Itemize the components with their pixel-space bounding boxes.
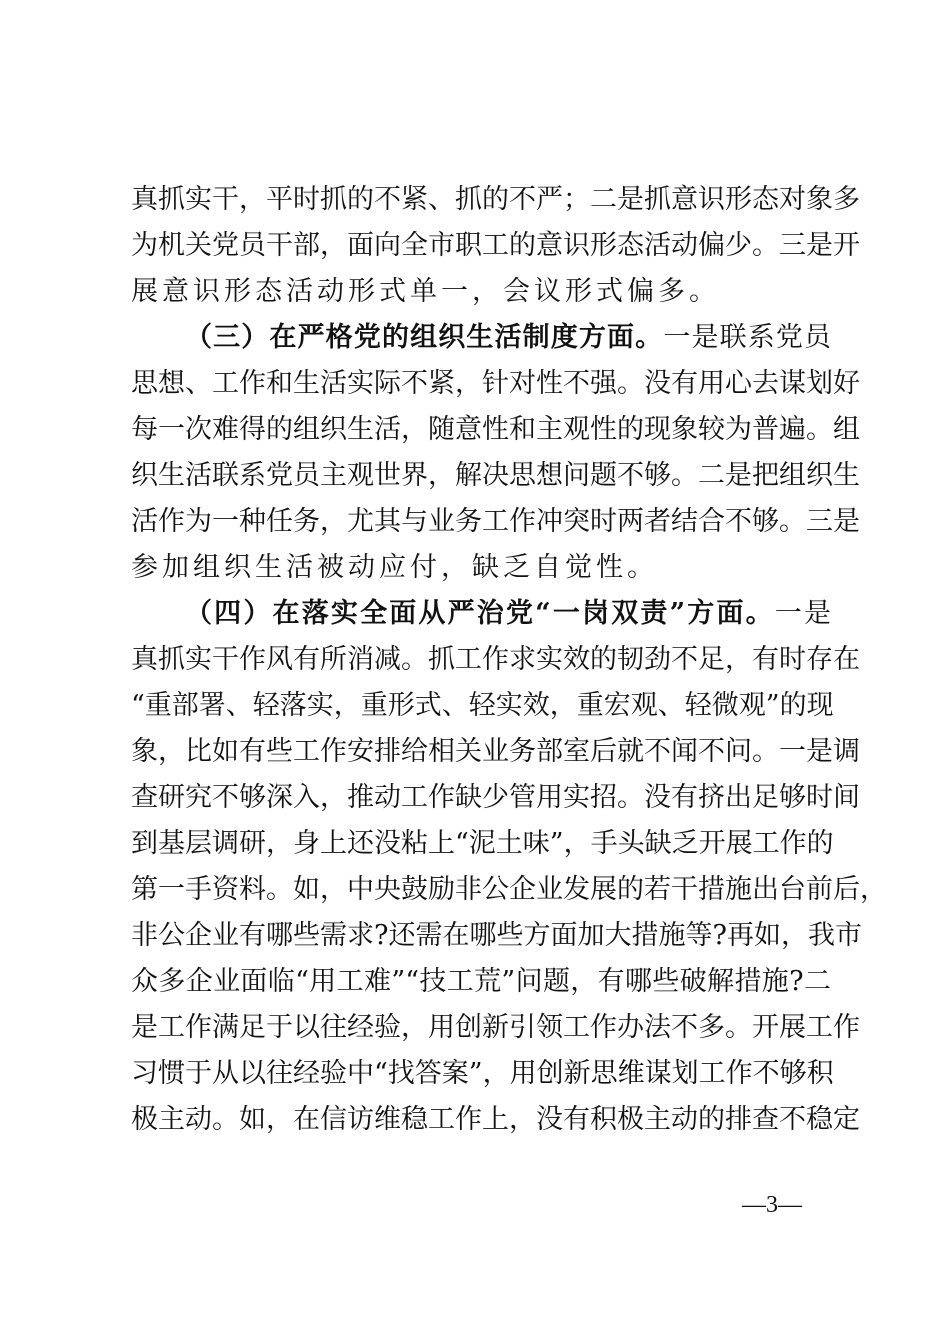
- body-text-line: 非公企业有哪些需求?还需在哪些方面加大措施等?再如，我市: [131, 920, 862, 951]
- section-3-first-line: [185, 318, 831, 358]
- section-4-first-line: [185, 594, 831, 634]
- section-4-heading: （四）在落实全面从严治党“一岗双责”方面。: [185, 598, 775, 629]
- body-text-line: 展意识形态活动形式单一，会议形式偏多。: [131, 276, 720, 307]
- body-text-line: 织生活联系党员主观世界，解决思想问题不够。二是把组织生: [131, 460, 860, 491]
- body-text-line: “重部署、轻落实，重形式、轻实效，重宏观、轻微观”的现: [131, 690, 834, 721]
- body-text-line: 极主动。如，在信访维稳工作上，没有积极主动的排查不稳定: [131, 1104, 860, 1135]
- body-text-line: 习惯于从以往经验中“找答案”，用创新思维谋划工作不够积: [131, 1058, 834, 1089]
- body-text-line: 真抓实干作风有所消减。抓工作求实效的韧劲不足，有时存在: [131, 644, 860, 675]
- section-3-heading: （三）在严格党的组织生活制度方面。: [185, 322, 664, 353]
- body-text-line: 为机关党员干部，面向全市职工的意识形态活动偏少。三是开: [131, 230, 860, 261]
- body-text-line: 参加组织生活被动应付，缺乏自觉性。: [131, 552, 658, 583]
- body-text-line: 查研究不够深入，推动工作缺少管用实招。没有挤出足够时间: [131, 782, 860, 813]
- body-text-line: 活作为一种任务，尤其与业务工作冲突时两者结合不够。三是: [131, 506, 860, 537]
- body-text-line: 众多企业面临“用工难”“技工荒”问题，有哪些破解措施?二: [131, 966, 831, 997]
- body-text-line: 象，比如有些工作安排给相关业务部室后就不闻不问。一是调: [131, 736, 860, 767]
- page-number: —3—: [742, 1192, 802, 1218]
- body-text-line: 思想、工作和生活实际不紧，针对性不强。没有用心去谋划好: [131, 368, 860, 399]
- body-text-line: 是工作满足于以往经验，用创新引领工作办法不多。开展工作: [131, 1012, 860, 1043]
- section-3-first-line-rest: 一是联系党员: [663, 322, 832, 353]
- section-4-first-line-rest: 一是: [774, 598, 832, 629]
- body-text-line: 到基层调研，身上还没粘上“泥土味”，手头缺乏开展工作的: [131, 828, 834, 859]
- body-text-line: 第一手资料。如，中央鼓励非公企业发展的若干措施出台前后，: [131, 874, 887, 905]
- body-text-line: 每一次难得的组织生活，随意性和主观性的现象较为普遍。组: [131, 414, 860, 445]
- body-text-line: 真抓实干，平时抓的不紧、抓的不严；二是抓意识形态对象多: [131, 184, 860, 215]
